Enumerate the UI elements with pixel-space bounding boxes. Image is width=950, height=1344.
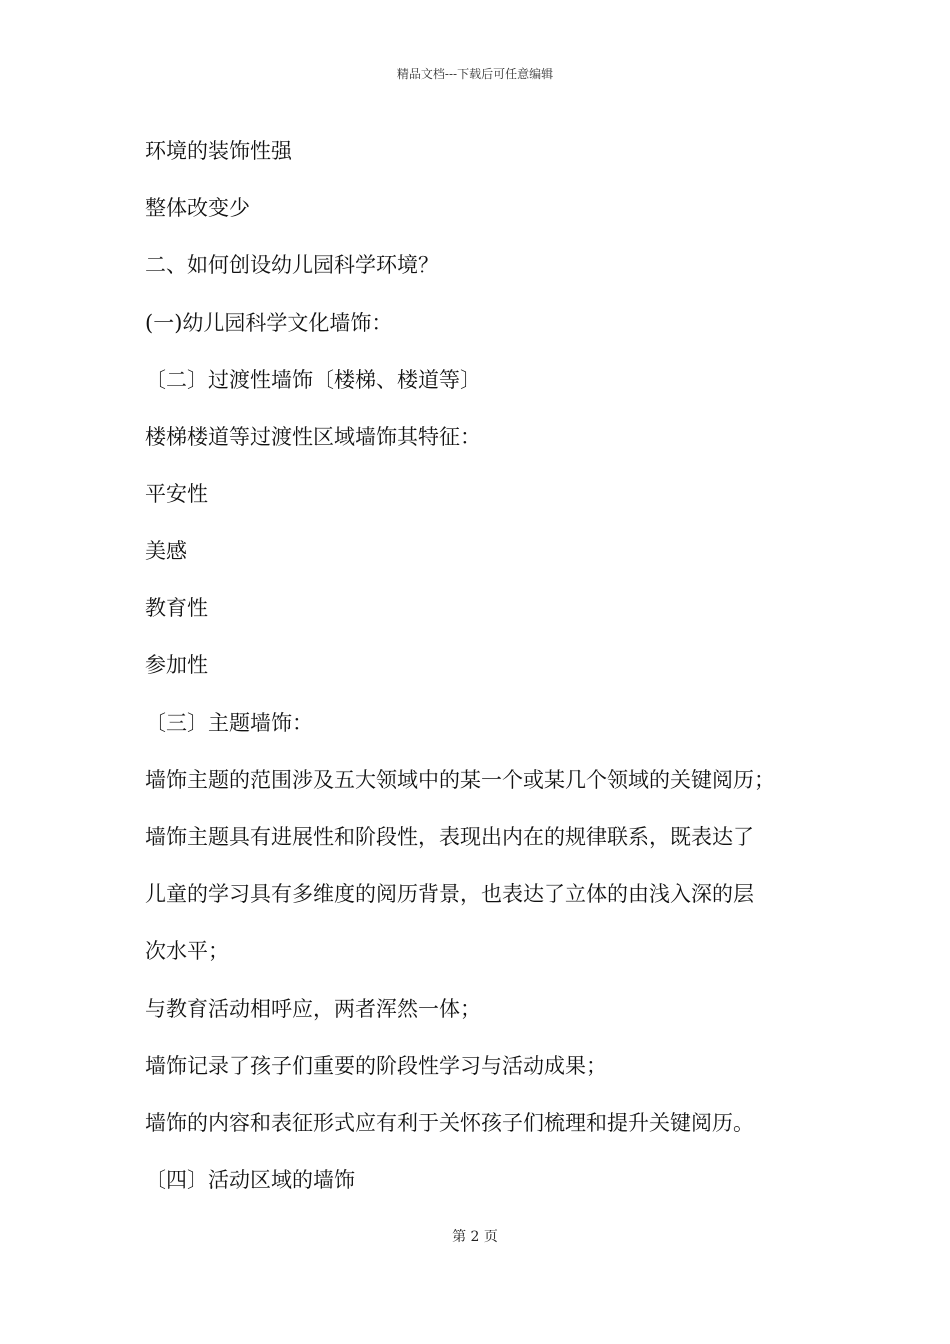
subsection-heading: (一)幼儿园科学文化墙饰： — [145, 311, 393, 335]
text-line: 美感 — [145, 539, 187, 563]
text-line: 墙饰的内容和表征形式应有利于关怀孩子们梳理和提升关键阅历。 — [145, 1111, 754, 1135]
subsection-heading: 〔四〕活动区域的墙饰 — [145, 1168, 355, 1192]
text-line: 墙饰主题具有进展性和阶段性，表现出内在的规律联系，既表达了 — [145, 825, 754, 849]
section-heading: 二、如何创设幼儿园科学环境？ — [145, 253, 439, 277]
text-line: 环境的装饰性强 — [145, 139, 292, 163]
text-line: 儿童的学习具有多维度的阅历背景，也表达了立体的由浅入深的层 — [145, 882, 754, 906]
text-line: 教育性 — [145, 596, 208, 620]
text-line: 整体改变少 — [145, 196, 250, 220]
text-line: 墙饰记录了孩子们重要的阶段性学习与活动成果； — [145, 1054, 607, 1078]
text-line: 楼梯楼道等过渡性区域墙饰其特征： — [145, 425, 481, 449]
text-line: 墙饰主题的范围涉及五大领域中的某一个或某几个领域的关键阅历； — [145, 768, 775, 792]
subsection-heading: 〔二〕过渡性墙饰〔楼梯、楼道等〕 — [145, 368, 481, 392]
text-line: 平安性 — [145, 482, 208, 506]
text-line: 次水平； — [145, 939, 229, 963]
page-header: 精品文档---下载后可任意编辑 — [396, 67, 554, 81]
subsection-heading: 〔三〕主题墙饰： — [145, 711, 313, 735]
text-line: 与教育活动相呼应，两者浑然一体； — [145, 997, 481, 1021]
text-line: 参加性 — [145, 653, 208, 677]
page-number: 第 2 页 — [452, 1229, 498, 1245]
